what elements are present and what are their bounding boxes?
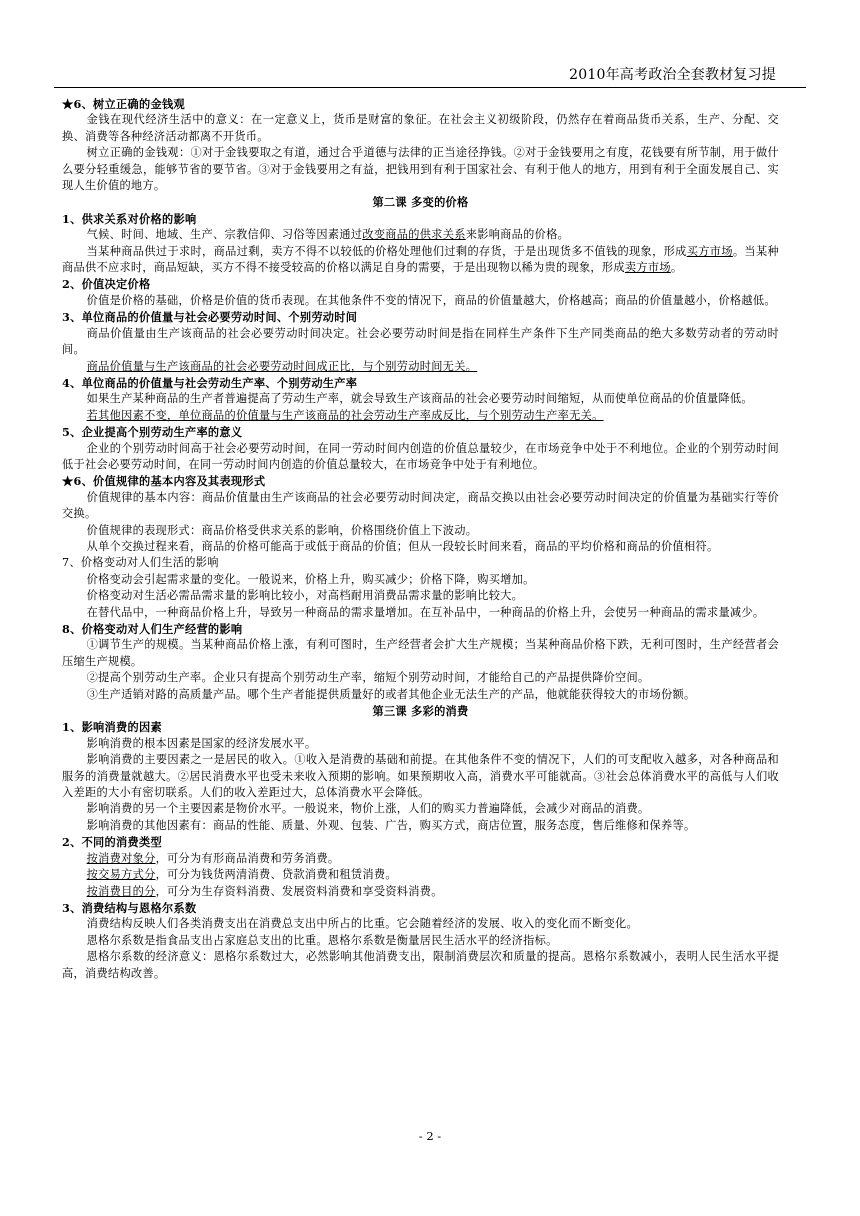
paragraph: 树立正确的金钱观：①对于金钱要取之有道，通过合乎道德与法律的正当途径挣钱。②对于金钱要用之有度，花钱要有所节制，用于做什么要分轻重缓急，能够节省的要节省。③对于金钱要用之有益，把钱用到有利于国家社会、有利于他人的地方，用到有利于全面发展自己、实现人生价值的地方。	[62, 146, 779, 193]
page-content	[62, 96, 779, 982]
section-heading: 4、单位商品的价值量与社会劳动生产率、个别劳动生产率	[62, 375, 358, 390]
lesson-title: 第二课 多变的价格	[372, 195, 469, 210]
paragraph	[62, 227, 779, 243]
underlined-term: 买方市场	[686, 244, 733, 258]
text-run: 来影响商品的价格。	[465, 228, 570, 242]
section-heading: 8、价格变动对人们生产经营的影响	[62, 622, 243, 636]
lesson-title: 第三课 多彩的消费	[372, 704, 469, 719]
text-run: 气候、时间、地域、生产、宗教信仰、习俗等因素通过	[86, 228, 363, 242]
paragraph: 恩格尔系数是指食品支出占家庭总支出的比重。恩格尔系数是衡量居民生活水平的经济指标。	[86, 933, 558, 947]
running-header: 2010年高考政治全套教材复习提	[569, 67, 776, 83]
text-run: ，可分为有形商品消费和劳务消费。	[155, 851, 340, 865]
paragraph: 消费结构反映人们各类消费支出在消费总支出中所占的比重。它会随着经济的发展、收入的变化而不断变化。	[86, 917, 639, 931]
underlined-statement: 若其他因素不变，单位商品的价值量与生产该商品的社会劳动生产率成反比，与个别劳动生产率无关。	[86, 408, 604, 422]
underlined-term: 按交易方式分	[86, 868, 156, 882]
text-run: ，可分为钱货两清消费、贷款消费和租赁消费。	[155, 868, 397, 882]
paragraph: 在替代品中，一种商品价格上升，导致另一种商品的需求量增加。在互补品中，一种商品的价格上升，会使另一种商品的需求量减少。	[86, 605, 765, 619]
section-heading: 1、影响消费的因素	[62, 720, 162, 735]
page-number: - 2 -	[418, 1129, 442, 1143]
list-item	[62, 851, 779, 867]
paragraph: 价格变动会引起需求量的变化。一般说来，价格上升，购买减少；价格下降，购买增加。	[86, 572, 535, 586]
paragraph: 金钱在现代经济生活中的意义：在一定意义上，货币是财富的象征。在社会主义初级阶段，仍然存在着商品货币关系，生产、分配、交换、消费等各种经济活动都离不开货币。	[62, 113, 779, 143]
section-heading: 3、消费结构与恩格尔系数	[62, 900, 197, 915]
paragraph	[62, 359, 779, 375]
paragraph: 影响消费的根本因素是国家的经济发展水平。	[86, 736, 317, 750]
underlined-term: 改变商品的供求关系	[362, 228, 466, 242]
paragraph: 从单个交换过程来看，商品的价格可能高于或低于商品的价值；但从一段较长时间来看，商品的平均价格和商品的价值相符。	[86, 539, 719, 553]
text-run: 当某种商品供过于求时，商品过剩，卖方不得不以较低的价格处理他们过剩的存货，于是出现货多不值钱的现象，形成	[86, 244, 687, 258]
paragraph: 价值是价格的基础，价格是价值的货币表现。在其他条件不变的情况下，商品的价值量越大，价格越高；商品的价值量越小，价格越低。	[86, 293, 776, 307]
list-item	[62, 884, 779, 900]
paragraph: 企业的个别劳动时间高于社会必要劳动时间，在同一劳动时间内创造的价值总量较少，在市场竞争中处于不利地位。企业的个别劳动时间低于社会必要劳动时间，在同一劳动时间内创造的价值总量较大，在市场竞争中处于有利地位。	[62, 441, 779, 471]
paragraph: 影响消费的其他因素有：商品的性能、质量、外观、包装、广告，购买方式，商店位置，服务态度，售后维修和保养等。	[86, 818, 696, 832]
paragraph: ①调节生产的规模。当某种商品价格上涨，有利可图时，生产经营者会扩大生产规模；当某种商品价格下跌，无利可图时，生产经营者会压缩生产规模。	[62, 638, 779, 668]
paragraph: 商品价值量由生产该商品的社会必要劳动时间决定。社会必要劳动时间是指在同样生产条件下生产同类商品的绝大多数劳动者的劳动时间。	[62, 326, 779, 357]
paragraph: 影响消费的另一个主要因素是物价水平。一般说来，物价上涨，人们的购买力普遍降低，会减少对商品的消费。	[86, 802, 650, 816]
section-heading: 3、单位商品的价值量与社会必要劳动时间、个别劳动时间	[62, 310, 358, 325]
underlined-term: 卖方市场	[624, 261, 671, 275]
section-heading: 2、不同的消费类型	[62, 835, 162, 850]
header-rule	[54, 87, 806, 88]
paragraph: 价格变动对生活必需品需求量的影响比较小，对高档耐用消费品需求量的影响比较大。	[86, 589, 524, 603]
text-run: 。当某种商品供不应求时，商品短缺，买方不得不接受较高的价格以满足自身的需要，于是出现物以稀为贵的现象，形成	[62, 244, 779, 275]
paragraph	[62, 244, 779, 277]
text-run: ，可分为生存资料消费、发展资料消费和享受资料消费。	[155, 884, 443, 898]
section-heading: ★6、价值规律的基本内容及其表现形式	[62, 474, 266, 489]
section-heading: ★6、树立正确的金钱观	[62, 97, 185, 111]
underlined-term: 按消费对象分	[86, 851, 156, 865]
section-heading: 7、价格变动对人们生活的影响	[62, 556, 219, 570]
paragraph: 价值规律的基本内容：商品价值量由生产该商品的社会必要劳动时间决定，商品交换以由社会必要劳动时间决定的价值量为基础实行等价交换。	[62, 490, 779, 521]
paragraph: ③生产适销对路的高质量产品。哪个生产者能提供质量好的或者其他企业无法生产的产品，他就能获得较大的市场份额。	[86, 687, 696, 701]
section-heading: 5、企业提高个别劳动生产率的意义	[62, 425, 243, 440]
section-heading: 2、价值决定价格	[62, 277, 151, 292]
underlined-term: 按消费目的分	[86, 884, 156, 898]
paragraph: 如果生产某种商品的生产者普遍提高了劳动生产率，就会导致生产该商品的社会必要劳动时间缩短，从而使单位商品的价值量降低。	[86, 392, 753, 406]
paragraph	[62, 408, 779, 424]
section-heading: 1、供求关系对价格的影响	[62, 211, 197, 226]
paragraph: ②提高个别劳动生产率。企业只有提高个别劳动生产率，缩短个别劳动时间，才能给自己的产品提供降价空间。	[86, 671, 650, 685]
list-item	[62, 867, 779, 883]
text-run: 。	[670, 261, 683, 275]
paragraph: 影响消费的主要因素之一是居民的收入。①收入是消费的基础和前提。在其他条件不变的情况下，人们的可支配收入越多，对各种商品和服务的消费量就越大。②居民消费水平也受未来收入预期的影响。如果预期收入高，消费水平可能就高。③社会总体消费水平的高低与人们收入差距的大小有密切联系。人们的收入差距过大，总体消费水平会降低。	[62, 753, 779, 800]
paragraph: 价值规律的表现形式：商品价格受供求关系的影响，价格围绕价值上下波动。	[86, 523, 478, 537]
underlined-statement: 商品价值量与生产该商品的社会必要劳动时间成正比，与个别劳动时间无关。	[86, 359, 478, 373]
paragraph: 恩格尔系数的经济意义：恩格尔系数过大，必然影响其他消费支出，限制消费层次和质量的提高。恩格尔系数减小，表明人民生活水平提高，消费结构改善。	[62, 950, 779, 980]
